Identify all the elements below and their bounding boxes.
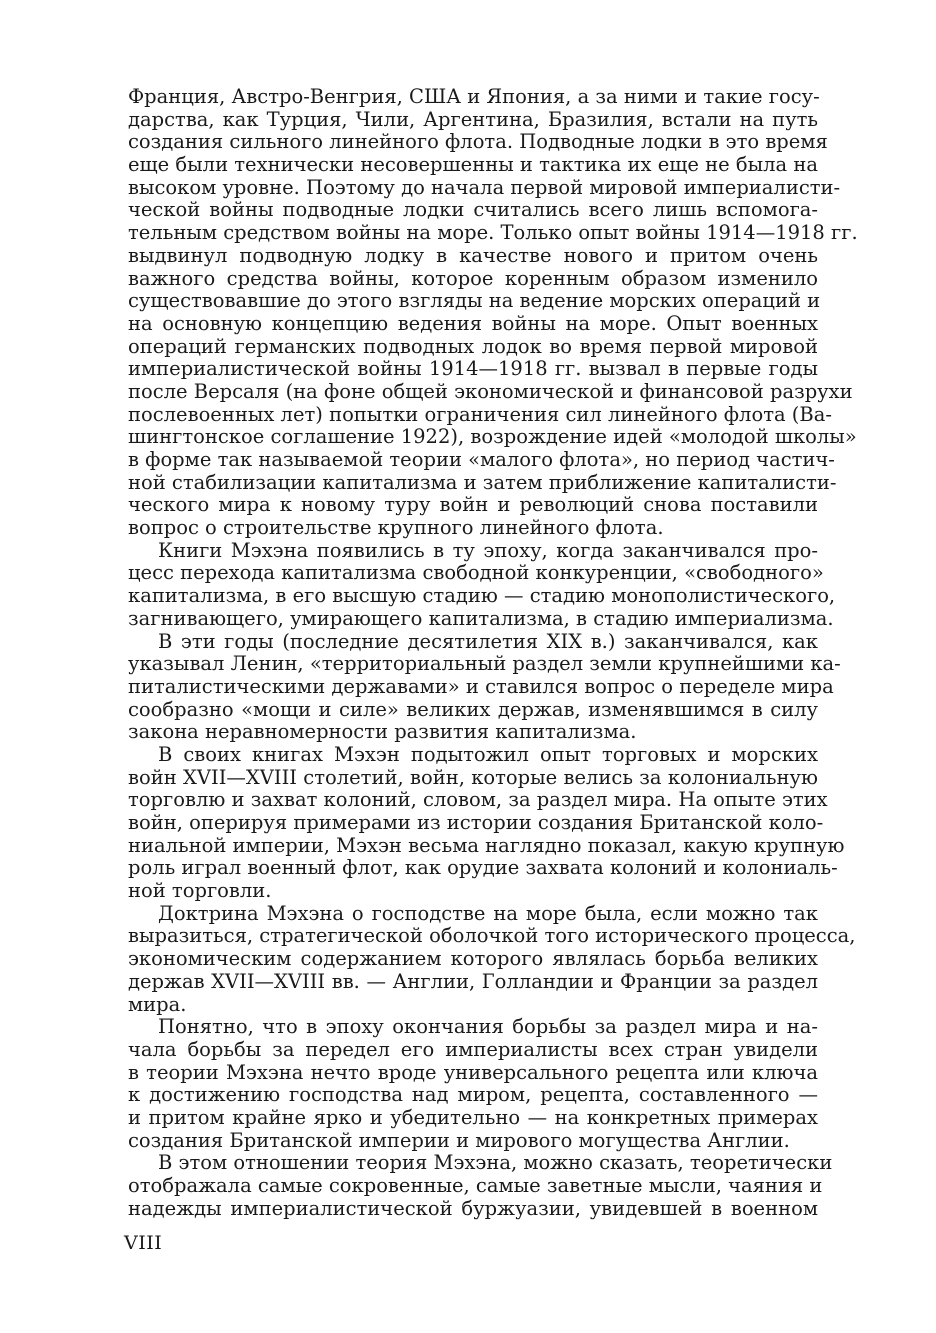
text-line: ниальной империи, Мэхэн весьма наглядно показал, какую крупную bbox=[128, 833, 845, 857]
text-line: питалистическими державами» и ставился вопрос о переделе мира bbox=[128, 674, 834, 698]
text-line: войн, оперируя примерами из истории создания Британской коло- bbox=[128, 811, 824, 834]
text-line: дарства, как Турция, Чили, Аргентина, Бразилия, встали на путь bbox=[128, 107, 818, 131]
text-line: на основную концепцию ведения войны на море. Опыт военных bbox=[128, 311, 818, 335]
text-line: в теории Мэхэна нечто вроде универсального рецепта или ключа bbox=[128, 1060, 818, 1084]
body-text bbox=[128, 85, 858, 1220]
text-line: цесс перехода капитализма свободной конкуренции, «свободного» bbox=[128, 561, 824, 585]
text-line: капитализма, в его высшую стадию — стадию монополистического, bbox=[128, 584, 836, 608]
text-line: надежды империалистической буржуазии, увидевшей в военном bbox=[128, 1196, 818, 1220]
text-line: и притом крайне ярко и убедительно — на конкретных примерах bbox=[128, 1105, 818, 1129]
text-line: закона неравномерности развития капитализма. bbox=[128, 720, 637, 744]
paragraph bbox=[128, 85, 858, 540]
text-line: Книги Мэхэна появились в ту эпоху, когда заканчивался про- bbox=[158, 538, 818, 562]
text-line: послевоенных лет) попытки ограничения сил линейного флота (Ва- bbox=[128, 402, 832, 426]
text-line: важного средства войны, которое коренным образом изменило bbox=[128, 266, 818, 290]
text-line: роль играл военный флот, как орудие захвата колоний и колониаль- bbox=[128, 856, 838, 880]
paragraph bbox=[128, 629, 841, 744]
text-line: мира. bbox=[128, 992, 187, 1016]
text-line: сообразно «мощи и силе» великих держав, изменявшимся в силу bbox=[128, 697, 818, 721]
text-line: загнивающего, умирающего капитализма, в стадию империализма. bbox=[128, 606, 834, 630]
text-line: ческого мира к новому туру войн и революций снова поставили bbox=[128, 493, 818, 517]
text-line: В этом отношении теория Мэхэна, можно сказать, теоретически bbox=[158, 1151, 833, 1175]
text-line: шингтонское соглашение 1922), возрождение идей «молодой школы» bbox=[128, 425, 857, 449]
text-line: выразиться, стратегической оболочкой того исторического процесса, bbox=[128, 924, 856, 948]
text-line: тельным средством войны на море. Только опыт войны 1914—1918 гг. bbox=[128, 221, 858, 245]
text-line: создания сильного линейного флота. Подводные лодки в это время bbox=[128, 130, 828, 154]
paragraph bbox=[128, 742, 845, 903]
text-line: операций германских подводных лодок во время первой мировой bbox=[128, 334, 818, 358]
text-line: вопрос о строительстве крупного линейного флота. bbox=[128, 516, 664, 540]
text-line: после Версаля (на фоне общей экономической и финансовой разрухи bbox=[128, 379, 853, 403]
text-line: чала борьбы за передел его империалисты всех стран увидели bbox=[128, 1037, 818, 1061]
text-line: ной стабилизации капитализма и затем приближение капиталисти- bbox=[128, 470, 837, 494]
text-line: выдвинул подводную лодку в качестве нового и притом очень bbox=[128, 243, 818, 267]
text-line: экономическим содержанием которого являлась борьба великих bbox=[128, 947, 818, 971]
text-line: Понятно, что в эпоху окончания борьбы за раздел мира и на- bbox=[158, 1015, 818, 1039]
text-line: еще были технически несовершенны и тактика их еще не была на bbox=[128, 153, 818, 177]
text-line: войн XVII—XVIII столетий, войн, которые велись за колониальную bbox=[128, 765, 818, 789]
paragraph bbox=[128, 538, 836, 631]
paragraph bbox=[128, 1016, 818, 1152]
text-line: к достижению господства над миром, рецепта, составленного — bbox=[128, 1083, 818, 1107]
text-line: империалистической войны 1914—1918 гг. вызвал в первые годы bbox=[128, 357, 818, 381]
text-line: держав XVII—XVIII вв. — Англии, Голландии и Франции за раздел bbox=[128, 969, 818, 993]
paragraph bbox=[128, 901, 856, 1016]
text-line: создания Британской империи и мирового могущества Англии. bbox=[128, 1128, 790, 1152]
paragraph bbox=[128, 1151, 833, 1220]
text-line: в форме так называемой теории «малого флота», но период частич- bbox=[128, 448, 835, 471]
text-line: существовавшие до этого взгляды на ведение морских операций и bbox=[128, 289, 821, 313]
page-number: VIII bbox=[124, 1232, 163, 1254]
text-line: Франция, Австро-Венгрия, США и Япония, а за ними и такие госу- bbox=[128, 85, 820, 108]
text-line: указывал Ленин, «территориальный раздел земли крупнейшими ка- bbox=[128, 652, 841, 676]
text-line: Доктрина Мэхэна о господстве на море была, если можно так bbox=[158, 901, 818, 925]
text-line: высоком уровне. Поэтому до начала первой мировой империалисти- bbox=[128, 175, 841, 199]
text-line: ной торговли. bbox=[128, 879, 272, 903]
text-line: ческой войны подводные лодки считались всего лишь вспомога- bbox=[128, 198, 818, 222]
text-line: В своих книгах Мэхэн подытожил опыт торговых и морских bbox=[158, 742, 818, 766]
text-line: отображала самые сокровенные, самые заветные мысли, чаяния и bbox=[128, 1174, 823, 1197]
text-line: торговлю и захват колоний, словом, за раздел мира. На опыте этих bbox=[128, 788, 828, 812]
text-line: В эти годы (последние десятилетия XIX в.) заканчивался, как bbox=[158, 629, 818, 653]
